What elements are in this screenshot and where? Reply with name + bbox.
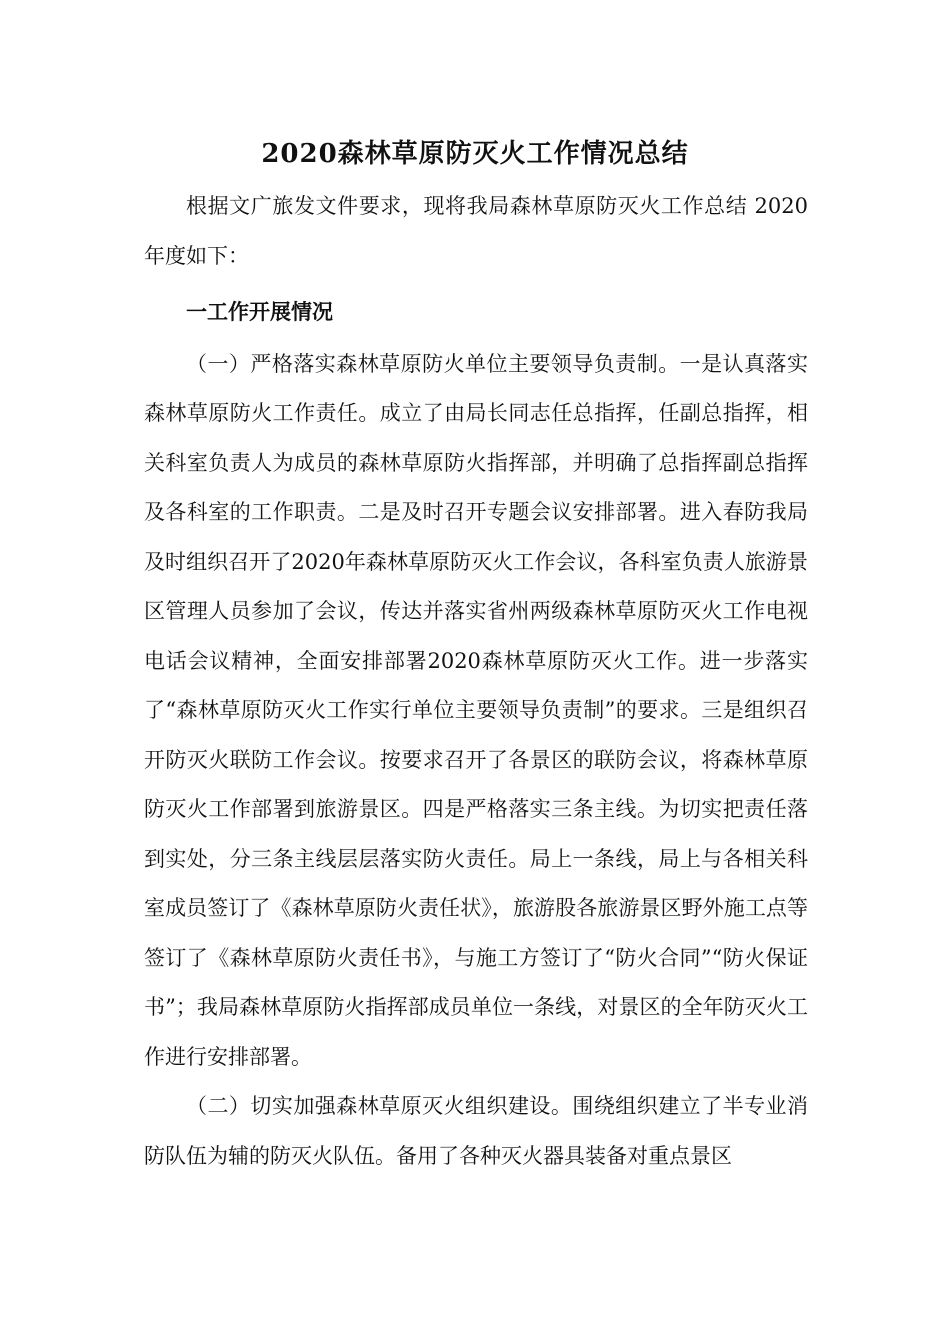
section-heading: 一工作开展情况 bbox=[186, 299, 333, 324]
document-title: 2020森林草原防灭火工作情况总结 bbox=[261, 139, 689, 169]
body-paragraph: （二）切实加强森林草原灭火组织建设。围绕组织建立了半专业消防队伍为辅的防灭火队伍。备用了各种灭火器具装备对重点景区 bbox=[144, 1094, 808, 1168]
body-paragraph: （一）严格落实森林草原防火单位主要领导负责制。一是认真落实森林草原防火工作责任。成立了由局长同志任总指挥，任副总指挥，相关科室负责人为成员的森林草原防火指挥部，并明确了总指挥副总指挥及各科室的工作职责。二是及时召开专题会议安排部署。进入春防我局及时组织召开了2020年森林草原防灭火工作会议，各科室负责人旅游景区管理人员参加了会议，传达并落实省州两级森林草原防灭火工作电视电话会议精神，全面安排部署2020森林草原防灭火工作。进一步落实了“森林草原防灭火工作实行单位主要领导负责制”的要求。三是组织召开防灭火联防工作会议。按要求召开了各景区的联防会议，将森林草原防灭火工作部署到旅游景区。四是严格落实三条主线。为切实把责任落到实处，分三条主线层层落实防火责任。局上一条线，局上与各相关科室成员签订了《森林草原防火责任状》，旅游股各旅游景区野外施工点等签订了《森林草原防火责任书》，与施工方签订了“防火合同”“防火保证书”；我局森林草原防火指挥部成员单位一条线，对景区的全年防灭火工作进行安排部署。 bbox=[144, 351, 808, 1069]
document-body bbox=[144, 182, 808, 1181]
intro-paragraph: 根据文广旅发文件要求，现将我局森林草原防灭火工作总结 2020年度如下： bbox=[144, 194, 808, 268]
